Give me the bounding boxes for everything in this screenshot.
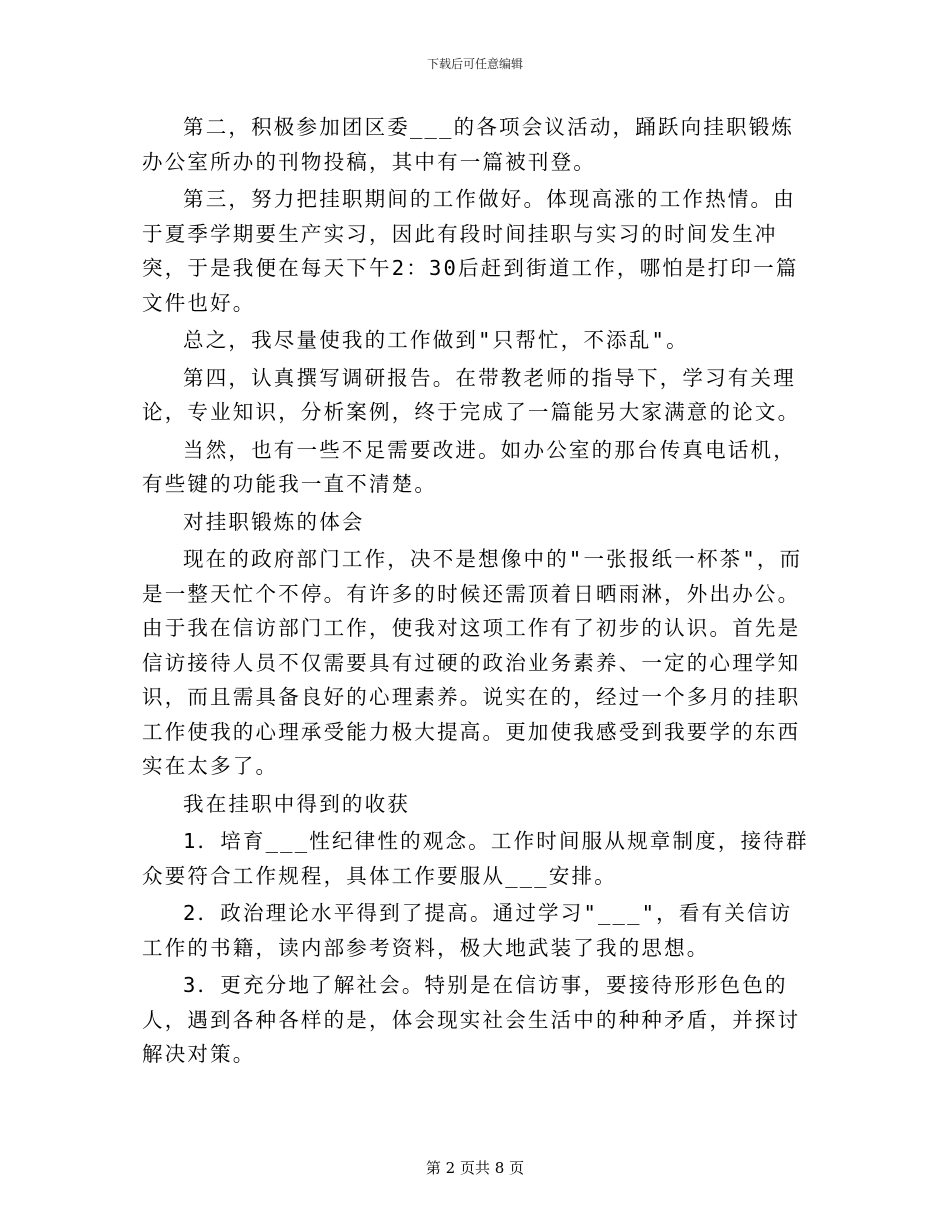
paragraph-summary: 总之，我尽量使我的工作做到"只帮忙，不添乱"。 <box>183 328 689 352</box>
paragraph-experience: 现在的政府部门工作，决不是想像中的"一张报纸一杯茶"，而是一整天忙个不停。有许多的时候还需顶着日晒雨淋，外出办公。由于我在信访部门工作，使我对这项工作有了初步的认识。首先是信访接待人员不仅需要具有过硬的政治业务素养、一定的心理学知识，而且需具备良好的心理素养。说实在的，经过一个多月的挂职工作使我的心理承受能力极大提高。更加使我感受到我要学的东西实在太多了。 <box>142 547 803 778</box>
paragraph-shortcomings: 当然，也有一些不足需要改进。如办公室的那台传真电话机，有些键的功能我一直不清楚。 <box>142 437 796 496</box>
paragraph-fourth-point: 第四，认真撰写调研报告。在带教老师的指导下，学习有关理论，专业知识，分析案例，终于完成了一篇能另大家满意的论文。 <box>142 365 801 424</box>
page-number: 第 2 页共 8 页 <box>425 1159 525 1177</box>
list-item-gain-1: 1．培育___性纪律性的观念。工作时间服从规章制度，接待群众要符合工作规程，具体工作要服从___安排。 <box>142 829 809 888</box>
section-heading-gains: 我在挂职中得到的收获 <box>183 791 410 816</box>
page-header-note: 下载后可任意编辑 <box>426 57 523 71</box>
document-body <box>142 110 810 1075</box>
paragraph-second-point: 第二，积极参加团区委___的各项会议活动，踊跃向挂职锻炼办公室所办的刊物投稿，其中有一篇被刊登。 <box>142 115 795 174</box>
section-heading-experience: 对挂职锻炼的体会 <box>183 509 365 534</box>
paragraph-third-point: 第三，努力把挂职期间的工作做好。体现高涨的工作热情。由于夏季学期要生产实习，因此有段时间挂职与实习的时间发生冲突，于是我便在每天下午2：30后赶到街道工作，哪怕是打印一篇文件也好。 <box>142 187 799 315</box>
list-item-gain-3: 3．更充分地了解社会。特别是在信访事，要接待形形色色的人，遇到各种各样的是，体会现实社会生活中的种种矛盾，并探讨解决对策。 <box>142 973 801 1066</box>
list-item-gain-2: 2．政治理论水平得到了提高。通过学习"___"，看有关信访工作的书籍，读内部参考资料，极大地武装了我的思想。 <box>142 901 793 960</box>
